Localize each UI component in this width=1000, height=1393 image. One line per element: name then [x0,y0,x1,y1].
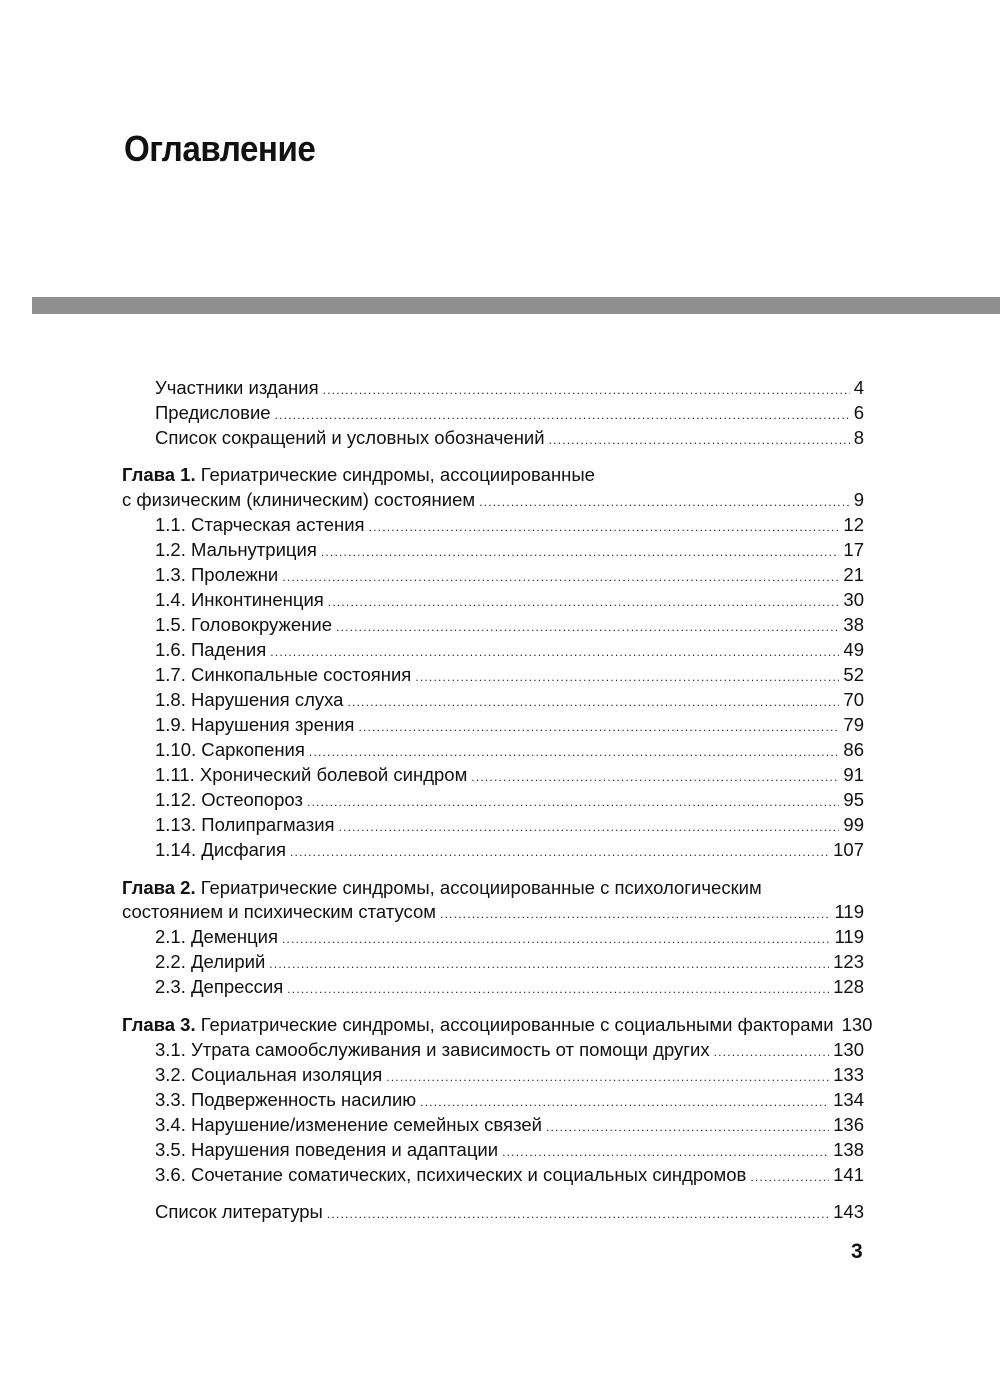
toc-entry[interactable]: 1.9. Нарушения зрения ..... 79 [155,713,864,737]
page-number: 3 [851,1240,863,1263]
toc-entry-preface[interactable]: Предисловие ..... 6 [155,401,864,425]
toc-entry[interactable]: 1.14. Дисфагия ..... 107 [155,838,864,862]
toc-entry[interactable]: 1.1. Старческая астения ..... 12 [155,513,864,537]
toc-entry[interactable]: 1.7. Синкопальные состояния ..... 52 [155,663,864,687]
toc-entry[interactable]: 1.3. Пролежни ..... 21 [155,563,864,587]
toc-entry[interactable]: 1.8. Нарушения слуха ..... 70 [155,688,864,712]
toc-entry[interactable]: 3.6. Сочетание соматических, психических и социальных синдромов ..... 141 [155,1163,864,1187]
toc-entry[interactable]: 1.6. Падения ..... 49 [155,638,864,662]
page-title: Оглавление [124,128,316,169]
toc-entry[interactable]: 3.4. Нарушение/изменение семейных связей ..... 136 [155,1113,864,1137]
toc-entry[interactable]: 3.2. Социальная изоляция ..... 133 [155,1063,864,1087]
chapter-1-heading[interactable]: Глава 1. Гериатрические синдромы, ассоциированные [122,464,595,485]
chapter-1-heading-line2[interactable]: с физическим (клиническим) состоянием ..... 9 [122,488,864,512]
toc-entry[interactable]: 1.4. Инконтиненция ..... 30 [155,588,864,612]
toc-entry-abbreviations[interactable]: Список сокращений и условных обозначений ..... 8 [155,426,864,450]
chapter-2-heading[interactable]: Глава 2. Гериатрические синдромы, ассоциированные с психологическим [122,877,762,898]
toc-entry[interactable]: 3.1. Утрата самообслуживания и зависимость от помощи других ..... 130 [155,1038,864,1062]
toc-entry[interactable]: 1.5. Головокружение ..... 38 [155,613,864,637]
chapter-2-heading-line2[interactable]: состоянием и психическим статусом ..... 119 [122,900,864,924]
toc-entry[interactable]: 2.2. Делирий ..... 123 [155,950,864,974]
toc-entry[interactable]: 1.13. Полипрагмазия ..... 99 [155,813,864,837]
toc-entry-contributors[interactable]: Участники издания ..... 4 [155,376,864,400]
toc-entry[interactable]: 1.10. Саркопения ..... 86 [155,738,864,762]
toc-entry-references[interactable]: Список литературы ..... 143 [155,1200,864,1224]
toc-entry[interactable]: 2.3. Депрессия ..... 128 [155,975,864,999]
toc-entry[interactable]: 1.11. Хронический болевой синдром ..... 91 [155,763,864,787]
toc-entry[interactable]: 2.1. Деменция ..... 119 [155,925,864,949]
toc-entry[interactable]: 3.5. Нарушения поведения и адаптации ..... 138 [155,1138,864,1162]
chapter-3-heading[interactable]: Глава 3. Гериатрические синдромы, ассоциированные с социальными факторами 130 [122,1014,873,1035]
toc-entry[interactable]: 1.2. Мальнутриция ..... 17 [155,538,864,562]
toc-entry[interactable]: 1.12. Остеопороз ..... 95 [155,788,864,812]
toc-entry[interactable]: 3.3. Подверженность насилию ..... 134 [155,1088,864,1112]
